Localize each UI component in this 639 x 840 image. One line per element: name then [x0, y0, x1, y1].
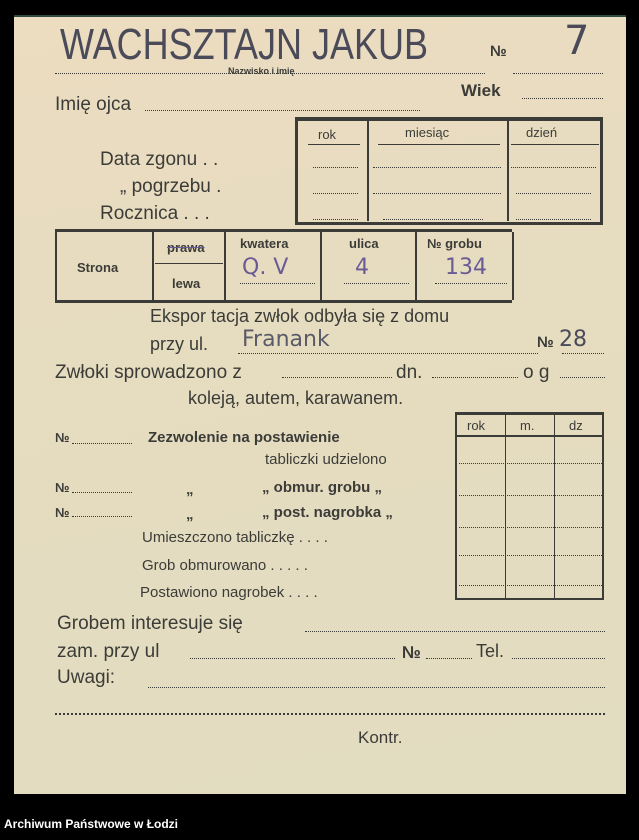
day-label: dn.	[396, 362, 423, 383]
name-handwritten: WACHSZTAJN JAKUB	[60, 19, 429, 69]
brought-from-label: Zwłoki sprowadzono z	[55, 362, 242, 383]
address-number-label: №	[402, 643, 421, 662]
father-label: Imię ojca	[55, 94, 132, 115]
number-line	[513, 73, 603, 74]
interested-label: Grobem interesuje się	[57, 613, 243, 634]
grave-walled-label: Grob obmurowano . . . . .	[142, 557, 308, 574]
permit1-number-label: №	[55, 430, 70, 445]
name-label: Nazwisko i imię	[228, 66, 295, 76]
permit-header-month: m.	[520, 418, 535, 433]
street-from-label: przy ul.	[150, 334, 209, 354]
remarks-label: Uwagi:	[57, 667, 116, 688]
side-label: Strona	[77, 260, 119, 275]
header-day: dzień	[526, 125, 558, 140]
permit1-text-a: Zezwolenie na postawienie	[148, 429, 340, 446]
grave-number-label: № grobu	[427, 236, 482, 251]
plaque-placed-label: Umieszczono tabliczkę . . . .	[142, 529, 328, 546]
hour-label: o g	[523, 362, 550, 383]
permit2-number-label: №	[55, 480, 70, 495]
burial-date-label: „ pogrzebu .	[120, 176, 222, 197]
age-label: Wiek	[461, 81, 501, 100]
permit3-text: „ post. nagrobka „	[262, 504, 393, 521]
quarter-label: kwatera	[240, 236, 289, 251]
father-line	[145, 110, 420, 111]
permit2-text: „ obmur. grobu „	[262, 479, 382, 496]
house-number-value: 28	[559, 327, 587, 352]
side-left: lewa	[172, 276, 201, 291]
phone-label: Tel.	[476, 641, 505, 661]
death-date-label: Data zgonu . .	[100, 149, 219, 170]
street-label: ulica	[349, 236, 379, 251]
permit3-number-label: №	[55, 505, 70, 520]
permit-header-year: rok	[467, 418, 486, 433]
location-table	[55, 229, 512, 303]
burial-record-card	[14, 15, 626, 794]
control-label: Kontr.	[358, 728, 403, 747]
quarter-value: Q. V	[242, 255, 289, 280]
export-text: Ekspor tacja zwłok odbyła się z domu	[150, 306, 450, 326]
street-value: 4	[355, 255, 369, 280]
header-year: rok	[318, 127, 337, 142]
anniversary-label: Rocznica . . .	[100, 203, 210, 224]
number-label: №	[490, 43, 507, 60]
number-value: 7	[564, 18, 590, 64]
date-table	[295, 117, 603, 225]
header-month: miesiąc	[405, 125, 450, 140]
house-number-label: №	[537, 334, 554, 351]
age-line	[522, 98, 603, 99]
archive-credit: Archiwum Państwowe w Łodzi	[4, 817, 179, 831]
grave-number-value: 134	[445, 255, 487, 280]
permit1-text-b: tabliczki udzielono	[265, 451, 387, 468]
address-label: zam. przy ul	[57, 641, 160, 662]
tombstone-placed-label: Postawiono nagrobek . . . .	[140, 584, 318, 601]
side-right: prawa	[167, 240, 205, 255]
permit3-ditto: „	[186, 506, 194, 523]
street-from-value: Franank	[242, 327, 330, 352]
transport-text: koleją, autem, karawanem.	[188, 388, 404, 408]
permit-header-day: dz	[569, 418, 583, 433]
permit2-ditto: „	[186, 481, 194, 498]
permit-table	[455, 412, 604, 600]
